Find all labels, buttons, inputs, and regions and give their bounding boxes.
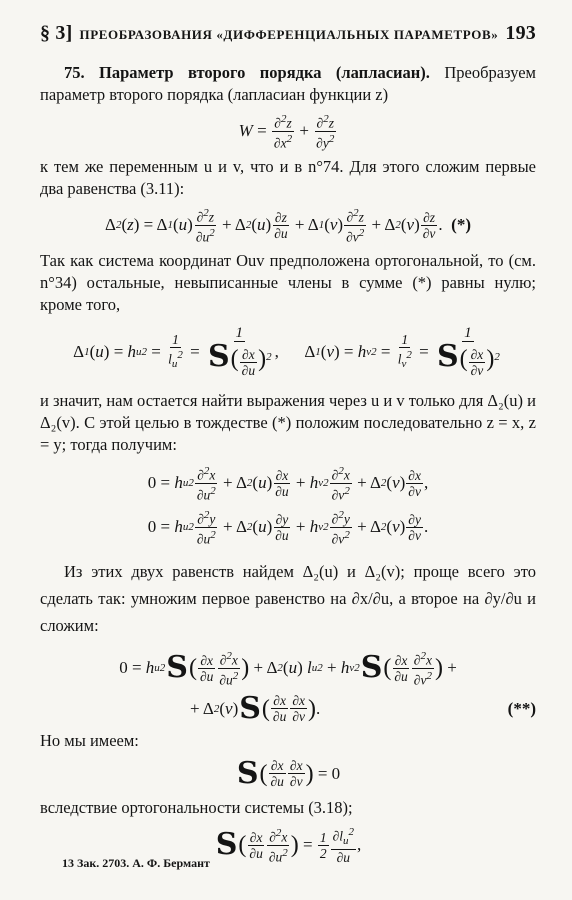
page-header — [40, 22, 536, 45]
page-number: 193 — [505, 22, 536, 44]
paragraph-5: Из этих двух равенств найдем Δ₂(u) и Δ₂(v); проще всего это сделать так: умножим первое равенство на ∂x/∂u, а второе на ∂y/∂u и сложим: — [40, 562, 536, 636]
equation-2star-tag: (**) — [507, 698, 536, 718]
equation-final: S ( $\frac{\partial x}{\partial u}$ $\frac{\partial^2x}{\partial u^2}$ ) = $\frac{1}{2}$ $\frac{\partial l_u^2}{\partial u}$ , — [215, 826, 362, 866]
running-title: ПРЕОБРАЗОВАНИЯ «ДИФФЕРЕНЦИАЛЬНЫХ ПАРАМЕТРОВ» — [79, 27, 499, 42]
paragraph-1 — [40, 62, 536, 106]
equation-star-tag: (*) — [451, 215, 471, 234]
equation-sum-line1: 0 = h u 2 S ( $\frac{\partial x}{\partial u}$ $\frac{\partial^2x}{\partial u^2}$ ) + Δ 2 ( u ) l u 2 + h v 2 S ( $\frac{\partial x}{\partial u}$ $\frac{\partial^2x}{\partial v^2}$ ) + — [119, 650, 457, 688]
equation-star: Δ 2 ( z ) = Δ 1 ( u ) $\frac{\partial^2z}{\partial u^2}$ + Δ 2 ( u ) $\frac{\partial z}{\partial u}$ + Δ 1 ( v ) $\frac{\partial^2z}{\partial v^2}$ + Δ 2 ( v ) $\frac{\partial z}{\partial v}$ . (*) — [105, 207, 471, 244]
paragraph-7: вследствие ортогональности системы (3.18); — [40, 798, 353, 818]
equation-x: 0 = h u 2 $\frac{\partial^2x}{\partial u^2}$ + Δ 2 ( u ) $\frac{\partial x}{\partial u}$ + h v 2 $\frac{\partial^2x}{\partial v^2}$ + Δ 2 ( v ) $\frac{\partial x}{\partial v}$ , — [147, 465, 429, 503]
paragraph-2: к тем же переменным u и v, что и в n°74. Для этого сложим первые два равенства (3.11): — [40, 157, 536, 198]
paragraph-1-text: Преобразуем параметр второго порядка (лапласиан функции z) — [40, 63, 537, 104]
section-heading: 75. Параметр второго порядка (лапласиан). — [64, 63, 430, 82]
equation-laplacian: W = $\frac{\partial^2z}{\partial x^2}$ + $\frac{\partial^2z}{\partial y^2}$ — [238, 113, 335, 150]
equation-delta1: Δ 1 ( u ) = h u 2 = $\frac{1}{l_u^2}$ = 1 S( $\frac{\partial x}{\partial u}$ )$^2$ , Δ 1 ( v ) = h v 2 = $\frac{1}{l_v^2}$ = 1 S( $\frac{\partial x}{\partial v}$ )$^2$ — [73, 325, 500, 379]
section-marker: § 3] — [40, 22, 73, 44]
printer-signature: 13 Зак. 2703. А. Ф. Бермант — [62, 856, 210, 870]
equation-orthogonality: S ( $\frac{\partial x}{\partial u}$ $\frac{\partial x}{\partial v}$ ) = 0 — [236, 755, 341, 791]
equation-y: 0 = h u 2 $\frac{\partial^2y}{\partial u^2}$ + Δ 2 ( u ) $\frac{\partial y}{\partial u}$ + h v 2 $\frac{\partial^2y}{\partial v^2}$ + Δ 2 ( v ) $\frac{\partial y}{\partial v}$ . — [147, 509, 429, 547]
equation-sum-line2: + Δ 2 ( v ) S ( $\frac{\partial x}{\partial u}$ $\frac{\partial x}{\partial v}$ ) . (**) — [190, 690, 536, 726]
paragraph-4: и значит, нам остается найти выражения через u и v только для Δ₂(u) и Δ₂(v). С этой целью в тождестве (*) положим последовательно z = x, z = y; тогда получим: — [40, 391, 536, 455]
paragraph-6: Но мы имеем: — [40, 731, 139, 751]
paragraph-3: Так как система координат Ouv предположена ортогональной, то (см. n°34) остальные, невыписанные члены в сумме (*) равны нулю; кроме того, — [40, 251, 536, 314]
